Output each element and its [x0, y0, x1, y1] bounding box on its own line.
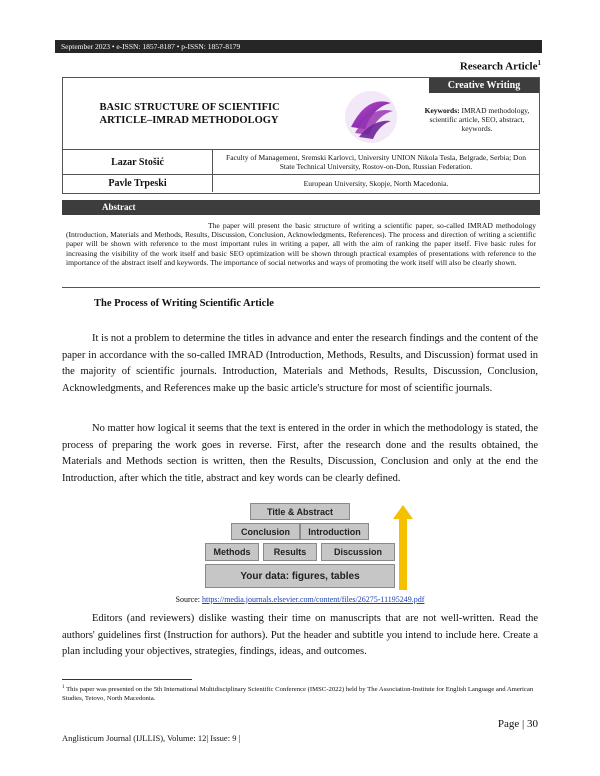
- figure-source: [0, 595, 600, 604]
- section-heading: The Process of Writing Scientific Article: [94, 298, 274, 309]
- body-paragraph: It is not a problem to determine the titles in advance and enter the research findings and the content of the paper in accordance with the so-called IMRAD (Introduction, Methods, Results, and Discussion) format used in the majority of scientific journals. Introduction, Materials and Methods, Results, Discussion, Conclusion, Acknowledgments, and References make up the basic article's structure for most of scientific journals.: [62, 333, 538, 394]
- page-number: Page | 30: [497, 718, 538, 730]
- source-label: Source:: [175, 595, 200, 604]
- pyramid-title-abstract: Title & Abstract: [250, 503, 350, 520]
- journal-header-bar: [55, 40, 542, 53]
- footnote-divider: [62, 679, 192, 680]
- abstract-text: The paper will present the basic structure of writing a scientific paper, so-called IMRAD methodology (Introduction, Materials and Methods, Results, Discussion, Conclusion, Acknowledgments, References). The process and direction of writing a scientific paper will be shown with reference to the most important rules in writing a paper, all with the aim of ranking the paper itself. Five basic rules for increasing the visibility of the work itself and basic SEO optimization will be shown through practical examples of presentations with reference to the importance of the abstract itself and keywords. The importance of social networks and ways of promoting the work itself will also be clearly shown.: [66, 221, 536, 267]
- author-row: [63, 150, 539, 175]
- title-line-2: ARTICLE–IMRAD METHODOLOGY: [99, 114, 279, 126]
- pyramid-introduction: Introduction: [300, 523, 369, 540]
- article-type-label: Research Article: [459, 60, 538, 73]
- article-title: [63, 78, 346, 149]
- pyramid-conclusion: Conclusion: [231, 523, 300, 540]
- authors-table: [62, 150, 540, 194]
- footnote: [62, 684, 538, 703]
- body-paragraph: No matter how logical it seems that the text is entered in the order in which the methodology is stated, the process of preparing the work goes in reverse. First, after the research done and the results obtained, the Materials and Methods section is written, then the Results, Discussion, Conclusion and only at the end the Introduction, after which the title, abstract and key words can be clearly defined.: [62, 423, 538, 484]
- author-name: Lazar Stošić: [63, 150, 213, 174]
- author-affiliation: European University, Skopje, North Macedonia.: [303, 178, 449, 188]
- header-bar-text: September 2023 • e-ISSN: 1857-8187 • p-ISSN: 1857-8179: [61, 42, 241, 51]
- keywords: [415, 106, 539, 133]
- up-arrow-icon: [393, 505, 413, 590]
- category-label: Creative Writing: [429, 78, 539, 93]
- author-affiliation: Faculty of Management, Sremski Karlovci, University UNION Nikola Tesla, Belgrade, Serbia; Don State Technical University, Rostov-on-Don, Russian Federation.: [226, 153, 526, 171]
- abstract-divider: [62, 287, 540, 288]
- author-row: [63, 174, 539, 192]
- imrad-pyramid-figure: [205, 503, 395, 590]
- footnote-text: This paper was presented on the 5th International Multidisciplinary Scientific Conference (IMSC-2022) held by The Association-Institute for English Language and American Studies, Tetovo, North Macedonia.: [62, 686, 534, 702]
- title-line-1: BASIC STRUCTURE OF SCIENTIFIC: [99, 101, 280, 113]
- keywords-label: Keywords:: [424, 106, 460, 115]
- author-name: Pavle Trpeski: [63, 174, 213, 192]
- pyramid-methods: Methods: [205, 543, 259, 561]
- article-type: [460, 59, 541, 73]
- abstract-heading-bar: [62, 200, 540, 215]
- pyramid-results: Results: [263, 543, 317, 561]
- footnote-mark: 1: [62, 685, 65, 690]
- pyramid-discussion: Discussion: [321, 543, 395, 561]
- journal-info: Anglisticum Journal (IJLLIS), Volume: 12| Issue: 9 |: [62, 733, 241, 743]
- journal-logo-icon: [343, 89, 399, 145]
- body-paragraph: Editors (and reviewers) dislike wasting their time on manuscripts that are not well-written. Read the authors' guidelines first (Instruction for authors). Put the header and subtitle you intend to include here. Create a plan including your objectives, strategies, findings, ideas, and outcomes.: [62, 613, 538, 657]
- abstract-heading: Abstract: [102, 202, 136, 212]
- title-block: [62, 77, 540, 150]
- keywords-text: IMRAD methodology, scientific article, SEO, abstract, keywords.: [429, 106, 530, 133]
- article-type-footnote-mark: 1: [537, 59, 541, 67]
- pyramid-data: Your data: figures, tables: [205, 564, 395, 588]
- source-link[interactable]: https://media.journals.elsevier.com/content/files/26275-11195249.pdf: [201, 595, 425, 604]
